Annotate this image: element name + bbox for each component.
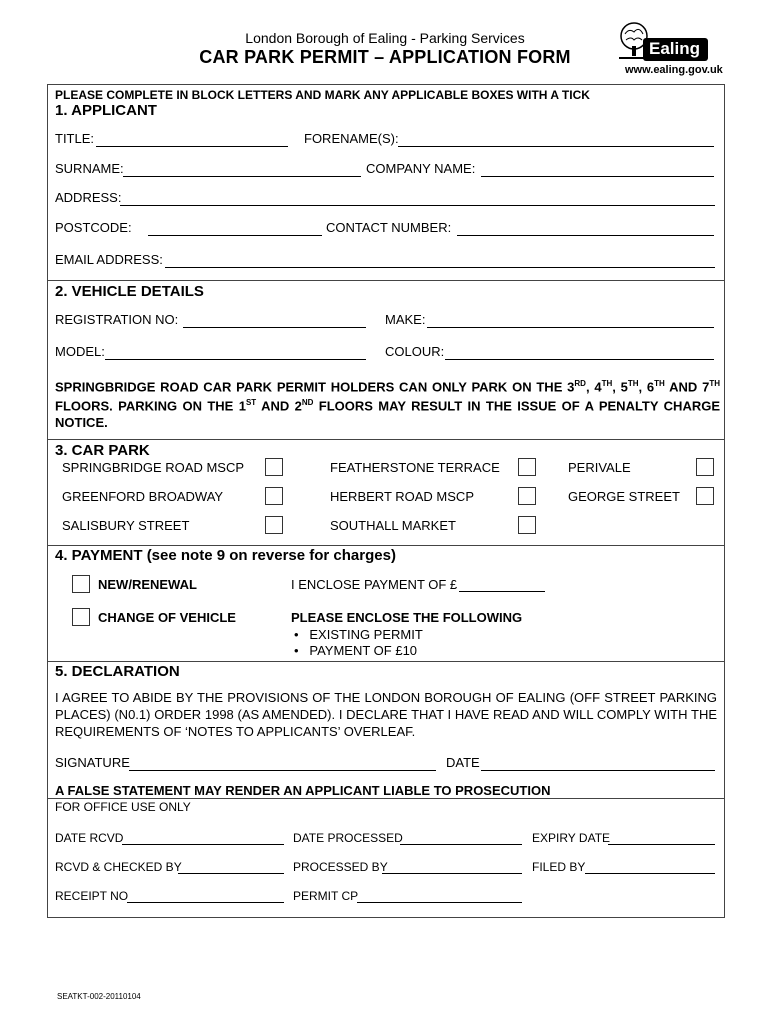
title-field[interactable] [96, 146, 288, 147]
car-park-option-label: GEORGE STREET [568, 489, 680, 504]
filed-by-field[interactable] [585, 873, 715, 874]
new-renewal-label: NEW/RENEWAL [98, 577, 197, 592]
divider [47, 798, 725, 799]
address-label: ADDRESS: [55, 190, 122, 205]
logo-wordmark: Ealing [643, 38, 708, 61]
car-park-option-label: SOUTHALL MARKET [330, 518, 456, 533]
signature-field[interactable] [129, 770, 436, 771]
registration-label: REGISTRATION NO: [55, 312, 179, 327]
surname-label: SURNAME: [55, 161, 124, 176]
office-use-heading: FOR OFFICE USE ONLY [55, 800, 191, 814]
postcode-label: POSTCODE: [55, 220, 132, 235]
title-label: TITLE: [55, 131, 95, 146]
change-vehicle-checkbox[interactable] [72, 608, 90, 626]
southall-checkbox[interactable] [518, 516, 536, 534]
car-park-option-label: FEATHERSTONE TERRACE [330, 460, 500, 475]
processed-by-field[interactable] [382, 873, 522, 874]
declaration-text: I AGREE TO ABIDE BY THE PROVISIONS OF THE LONDON BOROUGH OF EALING (OFF STREET PARKING PLACES) (N0.1) ORDER 1998 (AS AMENDED). I DECLARE THAT I HAVE READ AND WILL COMPLY WITH THE REQUIREMENTS OF ‘NOTES TO APPLICANTS’ OVERLEAF. [55, 690, 717, 739]
section-applicant-heading: 1. APPLICANT [55, 102, 157, 119]
form-title: CAR PARK PERMIT – APPLICATION FORM [199, 47, 571, 67]
make-field[interactable] [427, 327, 714, 328]
colour-label: COLOUR: [385, 344, 445, 359]
contact-field[interactable] [457, 235, 714, 236]
featherstone-checkbox[interactable] [518, 458, 536, 476]
payment-amount-field[interactable] [459, 591, 545, 592]
car-park-option-label: GREENFORD BROADWAY [62, 489, 224, 504]
car-park-option-label: HERBERT ROAD MSCP [330, 489, 474, 504]
email-field[interactable] [165, 267, 715, 268]
bullet-item: • EXISTING PERMIT [294, 627, 423, 642]
form-reference-code: SEATKT-002-20110104 [57, 992, 141, 1001]
expiry-date-field[interactable] [608, 844, 715, 845]
section-payment-heading: 4. PAYMENT (see note 9 on reverse for charges) [55, 547, 396, 564]
section-declaration-heading: 5. DECLARATION [55, 663, 180, 680]
forenames-label: FORENAME(S): [304, 131, 399, 146]
surname-field[interactable] [123, 176, 361, 177]
date-label: DATE [446, 755, 480, 770]
george-street-checkbox[interactable] [696, 487, 714, 505]
car-park-option-label: SALISBURY STREET [62, 518, 190, 533]
date-rcvd-field[interactable] [122, 844, 284, 845]
colour-field[interactable] [445, 359, 714, 360]
rcvd-checked-label: RCVD & CHECKED BY [55, 860, 182, 874]
enclose-following-label: PLEASE ENCLOSE THE FOLLOWING [291, 610, 523, 625]
permit-cp-label: PERMIT CP [293, 889, 359, 903]
email-label: EMAIL ADDRESS: [55, 252, 163, 267]
instructions: PLEASE COMPLETE IN BLOCK LETTERS AND MARK ANY APPLICABLE BOXES WITH A TICK [55, 88, 590, 102]
processed-by-label: PROCESSED BY [293, 860, 388, 874]
signature-label: SIGNATURE [55, 755, 130, 770]
contact-label: CONTACT NUMBER: [326, 220, 452, 235]
company-label: COMPANY NAME: [366, 161, 476, 176]
new-renewal-checkbox[interactable] [72, 575, 90, 593]
model-label: MODEL: [55, 344, 105, 359]
filed-by-label: FILED BY [532, 860, 586, 874]
floor-restriction-warning: SPRINGBRIDGE ROAD CAR PARK PERMIT HOLDERS CAN ONLY PARK ON THE 3RD, 4TH, 5TH, 6TH AND 7TH FLOORS. PARKING ON THE 1ST AND 2ND FLOORS MAY RESULT IN THE ISSUE OF A PENALTY CHARGE NOTICE. [55, 379, 721, 430]
company-field[interactable] [481, 176, 714, 177]
divider [47, 661, 725, 662]
date-field[interactable] [481, 770, 715, 771]
divider [47, 439, 725, 440]
change-vehicle-label: CHANGE OF VEHICLE [98, 610, 236, 625]
section-vehicle-heading: 2. VEHICLE DETAILS [55, 283, 204, 300]
springbridge-checkbox[interactable] [265, 458, 283, 476]
postcode-field[interactable] [148, 235, 322, 236]
herbert-road-checkbox[interactable] [518, 487, 536, 505]
council-subtitle: London Borough of Ealing - Parking Services [245, 30, 525, 46]
logo-url: www.ealing.gov.uk [625, 64, 723, 76]
date-rcvd-label: DATE RCVD [55, 831, 124, 845]
perivale-checkbox[interactable] [696, 458, 714, 476]
salisbury-checkbox[interactable] [265, 516, 283, 534]
forenames-field[interactable] [398, 146, 714, 147]
receipt-no-field[interactable] [127, 902, 284, 903]
enclose-payment-label: I ENCLOSE PAYMENT OF £ [291, 577, 458, 592]
date-processed-label: DATE PROCESSED [293, 831, 403, 845]
ealing-logo [613, 20, 723, 82]
divider [47, 280, 725, 281]
expiry-date-label: EXPIRY DATE [532, 831, 611, 845]
date-processed-field[interactable] [400, 844, 522, 845]
false-statement-warning: A FALSE STATEMENT MAY RENDER AN APPLICANT LIABLE TO PROSECUTION [55, 783, 551, 798]
receipt-no-label: RECEIPT NO [55, 889, 129, 903]
bullet-item: • PAYMENT OF £10 [294, 643, 418, 658]
permit-cp-field[interactable] [357, 902, 522, 903]
make-label: MAKE: [385, 312, 426, 327]
divider [47, 545, 725, 546]
rcvd-checked-field[interactable] [178, 873, 284, 874]
registration-field[interactable] [183, 327, 366, 328]
model-field[interactable] [105, 359, 366, 360]
address-field[interactable] [120, 205, 715, 206]
section-car-park-heading: 3. CAR PARK [55, 442, 150, 459]
car-park-option-label: SPRINGBRIDGE ROAD MSCP [62, 460, 245, 475]
greenford-checkbox[interactable] [265, 487, 283, 505]
car-park-option-label: PERIVALE [568, 460, 631, 475]
